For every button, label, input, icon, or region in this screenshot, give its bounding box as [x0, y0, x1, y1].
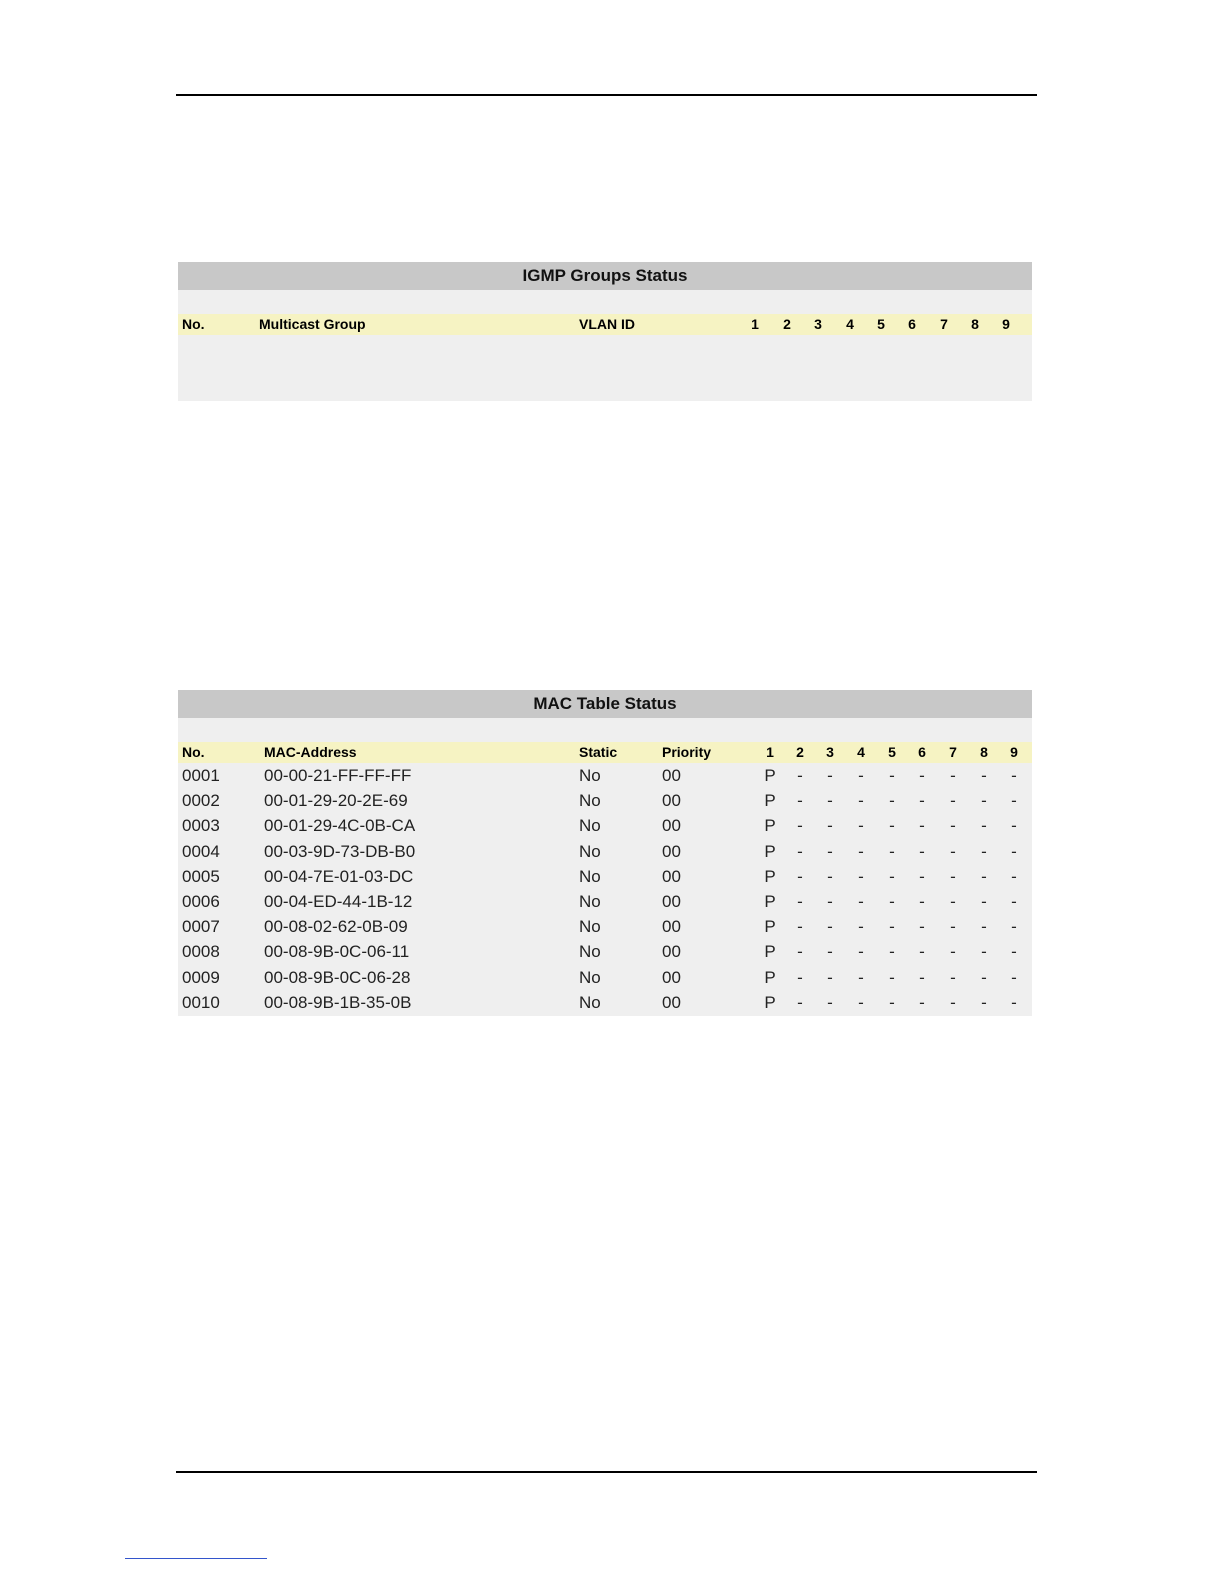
mac-cell-static: No — [579, 942, 601, 962]
mac-cell-static: No — [579, 866, 601, 886]
mac-cell-port-7: - — [950, 992, 956, 1012]
mac-cell-port-9: - — [1011, 917, 1017, 937]
mac-cell-port-2: - — [797, 766, 803, 785]
mac-cell-port-1: P — [764, 841, 776, 861]
mac-cell-port-4: - — [858, 816, 864, 836]
mac-cell-port-9: - — [1011, 891, 1017, 911]
mac-cell-port-8: - — [981, 992, 987, 1012]
mac-cell-port-1: P — [764, 866, 776, 886]
mac-cell-port-3: - — [827, 766, 833, 785]
footnote-separator — [125, 1558, 267, 1559]
mac-cell-port-4: - — [858, 841, 864, 861]
mac-cell-port-6: - — [919, 891, 925, 911]
mac-cell-port-3: - — [827, 841, 833, 861]
igmp-col-port-7: 7 — [940, 316, 948, 332]
mac-cell-port-5: - — [889, 891, 895, 911]
mac-cell-static: No — [579, 791, 601, 811]
mac-cell-port-2: - — [797, 791, 803, 811]
mac-cell-port-7: - — [950, 967, 956, 987]
mac-cell-port-4: - — [858, 967, 864, 987]
igmp-header-row — [178, 314, 1032, 335]
mac-col-port-6: 6 — [918, 744, 926, 760]
mac-cell-no: 0004 — [182, 841, 220, 861]
mac-cell-port-4: - — [858, 891, 864, 911]
mac-cell-static: No — [579, 967, 601, 987]
mac-cell-priority: 00 — [662, 967, 681, 987]
mac-col-port-1: 1 — [766, 744, 774, 760]
mac-col-priority: Priority — [662, 744, 712, 760]
igmp-col-vlan-id: VLAN ID — [579, 316, 635, 332]
mac-cell-address: 00-04-7E-01-03-DC — [264, 866, 414, 886]
mac-cell-address: 00-03-9D-73-DB-B0 — [264, 841, 416, 861]
mac-cell-port-9: - — [1011, 791, 1017, 811]
igmp-col-port-3: 3 — [814, 316, 822, 332]
mac-cell-port-6: - — [919, 816, 925, 836]
mac-cell-priority: 00 — [662, 816, 681, 836]
mac-cell-priority: 00 — [662, 992, 681, 1012]
mac-cell-port-4: - — [858, 866, 864, 886]
table-row — [178, 990, 1032, 1015]
mac-cell-port-2: - — [797, 891, 803, 911]
mac-header-row — [178, 742, 1032, 763]
mac-panel-title: MAC Table Status — [178, 690, 1032, 718]
mac-col-port-4: 4 — [857, 744, 865, 760]
table-row — [178, 763, 1032, 788]
mac-cell-port-2: - — [797, 866, 803, 886]
mac-cell-port-8: - — [981, 791, 987, 811]
igmp-col-port-4: 4 — [846, 316, 854, 332]
mac-cell-port-9: - — [1011, 766, 1017, 785]
mac-cell-port-5: - — [889, 816, 895, 836]
mac-cell-address: 00-01-29-4C-0B-CA — [264, 816, 416, 836]
mac-cell-port-5: - — [889, 841, 895, 861]
mac-cell-port-9: - — [1011, 866, 1017, 886]
mac-cell-port-7: - — [950, 841, 956, 861]
mac-cell-static: No — [579, 891, 601, 911]
mac-cell-no: 0005 — [182, 866, 220, 886]
igmp-col-multicast-group: Multicast Group — [259, 316, 366, 332]
igmp-col-port-2: 2 — [783, 316, 791, 332]
mac-cell-port-9: - — [1011, 841, 1017, 861]
mac-cell-priority: 00 — [662, 766, 681, 785]
igmp-panel-title: IGMP Groups Status — [178, 262, 1032, 290]
mac-cell-port-9: - — [1011, 816, 1017, 836]
footer-rule — [176, 1471, 1037, 1473]
mac-cell-no: 0009 — [182, 967, 220, 987]
mac-cell-port-6: - — [919, 841, 925, 861]
mac-table-body — [178, 763, 1032, 1015]
mac-cell-no: 0006 — [182, 891, 220, 911]
mac-cell-address: 00-08-9B-1B-35-0B — [264, 992, 412, 1012]
mac-cell-port-3: - — [827, 967, 833, 987]
mac-cell-port-8: - — [981, 917, 987, 937]
mac-cell-address: 00-08-9B-0C-06-28 — [264, 967, 411, 987]
mac-cell-port-5: - — [889, 917, 895, 937]
mac-cell-port-3: - — [827, 917, 833, 937]
mac-cell-port-5: - — [889, 866, 895, 886]
table-row — [178, 864, 1032, 889]
table-row — [178, 813, 1032, 838]
table-row — [178, 914, 1032, 939]
mac-cell-port-7: - — [950, 942, 956, 962]
mac-cell-port-1: P — [764, 791, 776, 811]
mac-cell-port-3: - — [827, 992, 833, 1012]
mac-cell-port-8: - — [981, 891, 987, 911]
mac-cell-port-3: - — [827, 942, 833, 962]
table-row — [178, 788, 1032, 813]
mac-cell-no: 0007 — [182, 917, 220, 937]
mac-cell-priority: 00 — [662, 791, 681, 811]
mac-cell-address: 00-01-29-20-2E-69 — [264, 791, 408, 811]
mac-table-panel — [178, 690, 1032, 1016]
mac-cell-port-4: - — [858, 942, 864, 962]
mac-cell-port-2: - — [797, 992, 803, 1012]
mac-cell-priority: 00 — [662, 917, 681, 937]
mac-cell-no: 0002 — [182, 791, 220, 811]
mac-cell-address: 00-08-02-62-0B-09 — [264, 917, 408, 937]
igmp-groups-panel — [178, 262, 1032, 401]
mac-cell-priority: 00 — [662, 942, 681, 962]
mac-col-static: Static — [579, 744, 618, 760]
mac-cell-port-4: - — [858, 992, 864, 1012]
mac-cell-static: No — [579, 816, 601, 836]
mac-col-port-7: 7 — [949, 744, 957, 760]
igmp-col-no: No. — [182, 316, 205, 332]
table-row — [178, 939, 1032, 964]
table-row — [178, 889, 1032, 914]
igmp-col-port-6: 6 — [908, 316, 916, 332]
mac-cell-static: No — [579, 841, 601, 861]
mac-cell-address: 00-08-9B-0C-06-11 — [264, 942, 410, 962]
mac-cell-port-4: - — [858, 766, 864, 785]
mac-cell-port-8: - — [981, 967, 987, 987]
mac-cell-port-6: - — [919, 766, 925, 785]
mac-cell-port-1: P — [764, 891, 776, 911]
mac-cell-port-9: - — [1011, 942, 1017, 962]
mac-cell-port-3: - — [827, 816, 833, 836]
mac-cell-port-8: - — [981, 841, 987, 861]
mac-cell-port-7: - — [950, 766, 956, 785]
mac-col-port-3: 3 — [826, 744, 834, 760]
mac-col-port-8: 8 — [980, 744, 988, 760]
mac-cell-priority: 00 — [662, 841, 681, 861]
mac-cell-port-8: - — [981, 942, 987, 962]
mac-cell-port-8: - — [981, 816, 987, 836]
mac-cell-priority: 00 — [662, 866, 681, 886]
mac-cell-port-7: - — [950, 816, 956, 836]
mac-cell-port-1: P — [764, 967, 776, 987]
mac-cell-port-5: - — [889, 992, 895, 1012]
mac-cell-no: 0001 — [182, 766, 220, 785]
mac-cell-priority: 00 — [662, 891, 681, 911]
mac-col-no: No. — [182, 744, 205, 760]
mac-cell-port-6: - — [919, 866, 925, 886]
table-row — [178, 839, 1032, 864]
mac-cell-port-7: - — [950, 891, 956, 911]
table-row — [178, 965, 1032, 990]
mac-cell-no: 0008 — [182, 942, 220, 962]
header-rule — [176, 94, 1037, 96]
mac-cell-port-7: - — [950, 866, 956, 886]
mac-cell-port-7: - — [950, 791, 956, 811]
mac-cell-port-1: P — [764, 992, 776, 1012]
igmp-col-port-1: 1 — [751, 316, 759, 332]
mac-cell-port-6: - — [919, 942, 925, 962]
igmp-col-port-9: 9 — [1002, 316, 1010, 332]
mac-cell-port-1: P — [764, 766, 776, 785]
igmp-col-port-8: 8 — [971, 316, 979, 332]
mac-cell-no: 0003 — [182, 816, 220, 836]
mac-cell-port-4: - — [858, 917, 864, 937]
mac-cell-port-1: P — [764, 942, 776, 962]
mac-cell-port-5: - — [889, 942, 895, 962]
mac-cell-address: 00-00-21-FF-FF-FF — [264, 766, 412, 785]
mac-cell-port-1: P — [764, 816, 776, 836]
igmp-col-port-5: 5 — [877, 316, 885, 332]
mac-cell-address: 00-04-ED-44-1B-12 — [264, 891, 413, 911]
mac-cell-port-8: - — [981, 766, 987, 785]
mac-cell-port-5: - — [889, 967, 895, 987]
mac-cell-port-5: - — [889, 791, 895, 811]
mac-col-port-2: 2 — [796, 744, 804, 760]
mac-cell-port-2: - — [797, 816, 803, 836]
mac-cell-port-2: - — [797, 917, 803, 937]
mac-cell-port-3: - — [827, 791, 833, 811]
mac-cell-static: No — [579, 917, 601, 937]
mac-cell-port-2: - — [797, 841, 803, 861]
mac-cell-port-8: - — [981, 866, 987, 886]
mac-cell-port-3: - — [827, 866, 833, 886]
mac-cell-port-6: - — [919, 967, 925, 987]
mac-cell-port-9: - — [1011, 967, 1017, 987]
mac-cell-port-6: - — [919, 791, 925, 811]
mac-cell-no: 0010 — [182, 992, 220, 1012]
mac-cell-port-6: - — [919, 917, 925, 937]
mac-cell-port-5: - — [889, 766, 895, 785]
mac-cell-port-7: - — [950, 917, 956, 937]
mac-cell-static: No — [579, 766, 601, 785]
mac-cell-port-3: - — [827, 891, 833, 911]
mac-cell-port-1: P — [764, 917, 776, 937]
mac-col-port-9: 9 — [1010, 744, 1018, 760]
mac-cell-port-6: - — [919, 992, 925, 1012]
mac-col-port-5: 5 — [888, 744, 896, 760]
mac-cell-static: No — [579, 992, 601, 1012]
mac-col-mac-address: MAC-Address — [264, 744, 357, 760]
mac-cell-port-9: - — [1011, 992, 1017, 1012]
mac-cell-port-4: - — [858, 791, 864, 811]
mac-cell-port-2: - — [797, 967, 803, 987]
mac-cell-port-2: - — [797, 942, 803, 962]
